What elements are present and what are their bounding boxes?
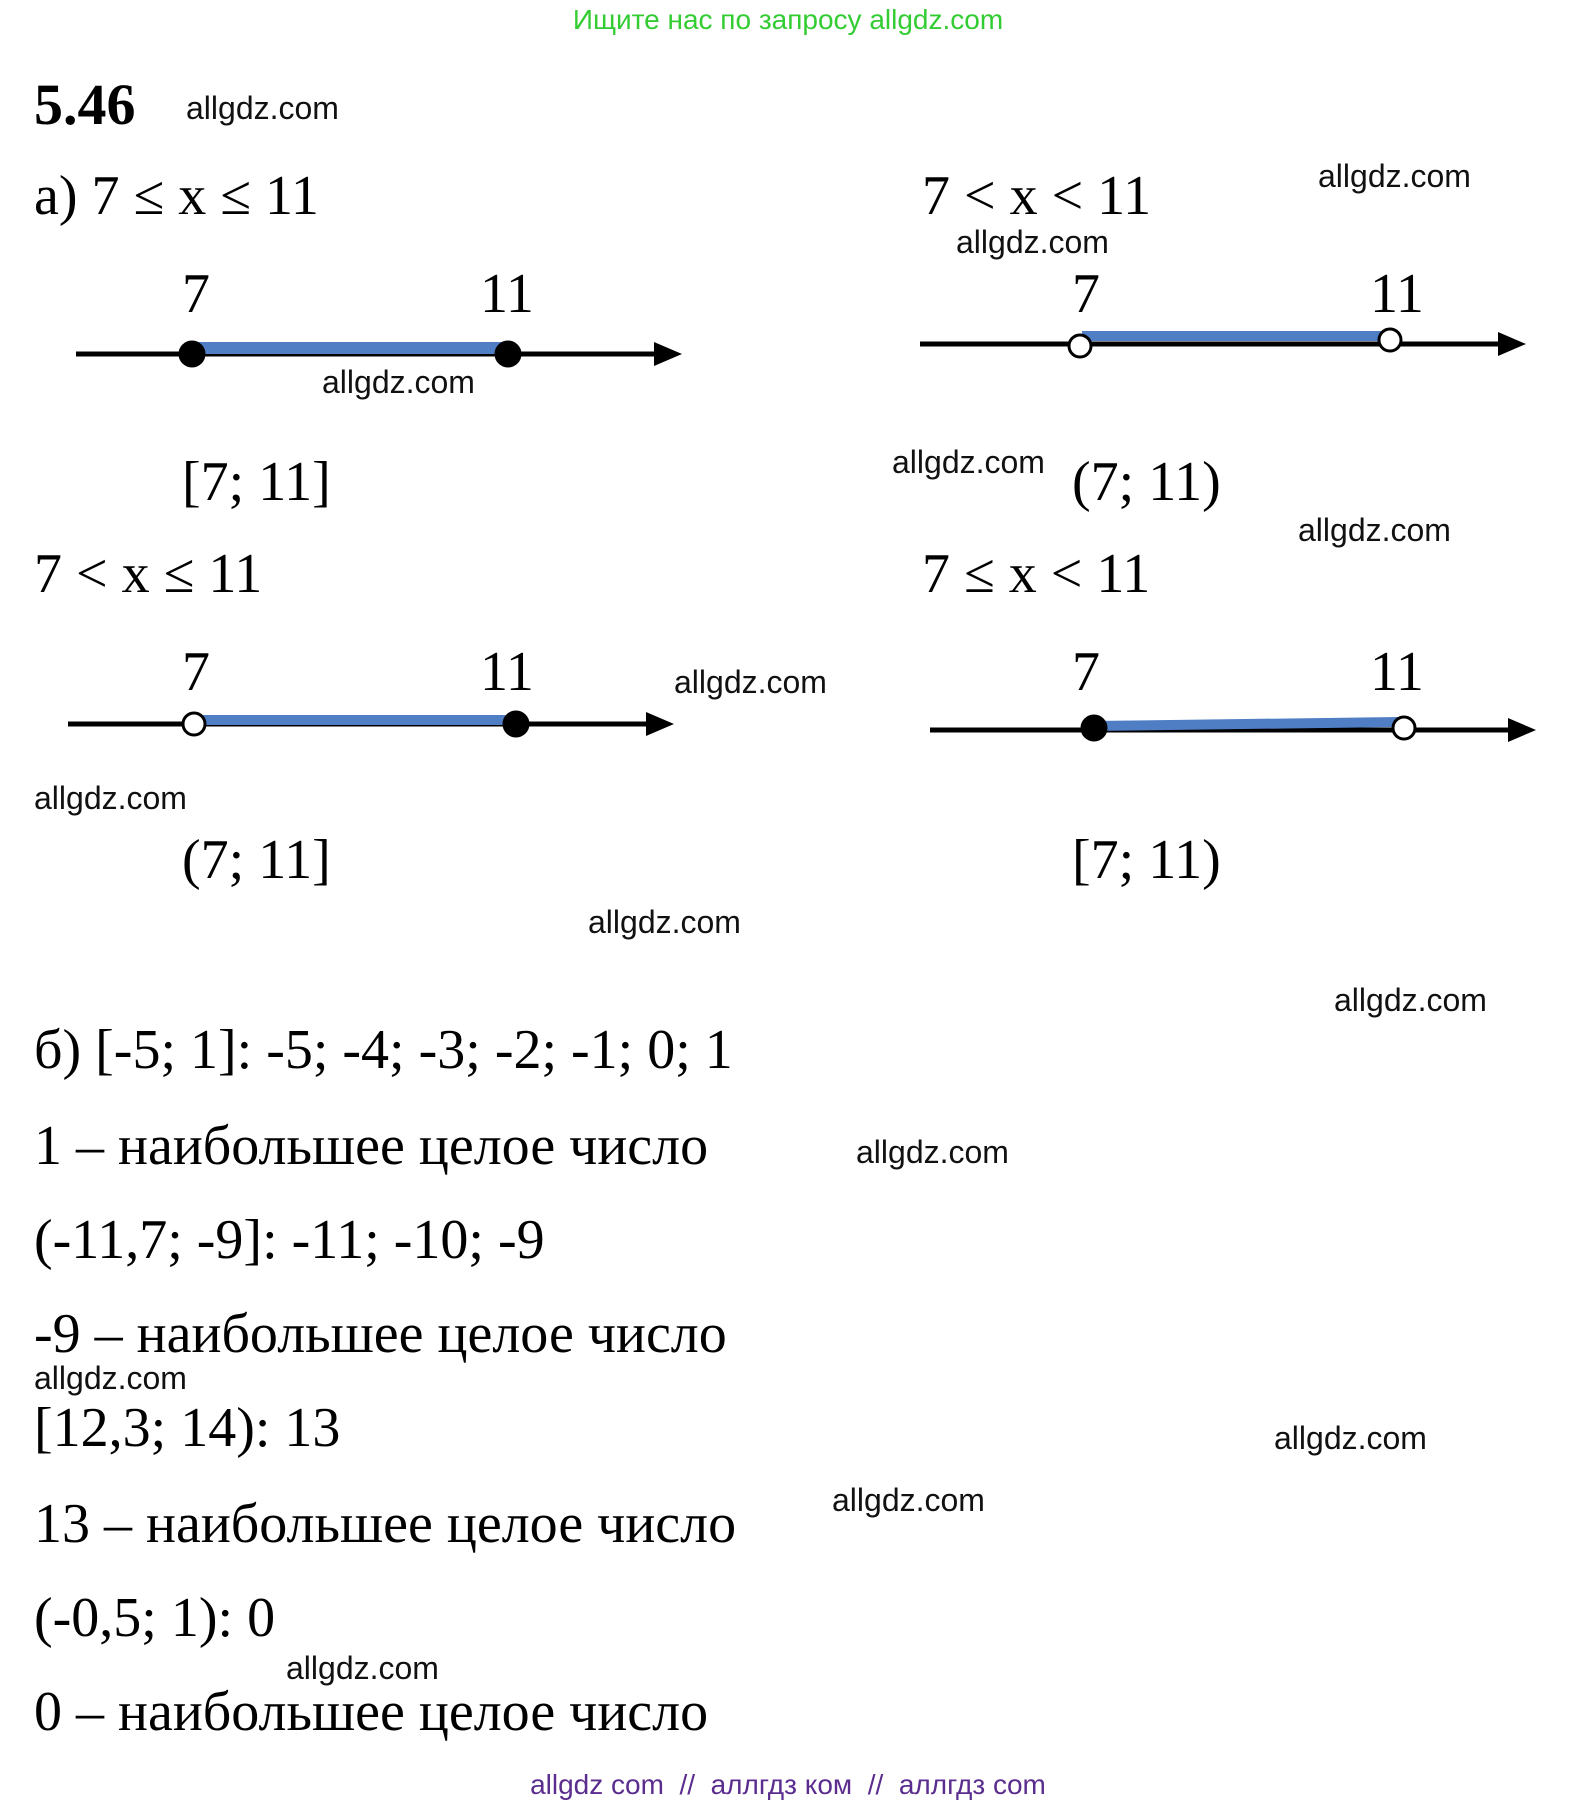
part-b-line-8: 0 – наибольшее целое число xyxy=(34,1681,709,1743)
part-b-line-7: (-0,5; 1): 0 xyxy=(34,1587,276,1649)
case3-answer: (7; 11] xyxy=(182,829,331,891)
watermark: allgdz.com xyxy=(892,444,1045,480)
number-line-case3 xyxy=(66,700,676,750)
case2-left-tick: 7 xyxy=(1072,263,1100,325)
axis-arrow xyxy=(654,342,682,366)
problem-number: 5.46 xyxy=(34,72,136,137)
number-line-case2 xyxy=(918,320,1528,370)
case1-right-tick: 11 xyxy=(480,263,534,325)
watermark: allgdz.com xyxy=(1298,512,1451,548)
case2-right-tick: 11 xyxy=(1370,263,1424,325)
part-a-case4-inequality: 7 ≤ x < 11 xyxy=(922,543,1151,605)
watermark: allgdz.com xyxy=(34,780,187,816)
watermark: allgdz.com xyxy=(1334,982,1487,1018)
left-endpoint-open xyxy=(1069,335,1091,357)
part-b-line-1: б) [-5; 1]: -5; -4; -3; -2; -1; 0; 1 xyxy=(34,1019,733,1081)
axis-arrow xyxy=(646,712,674,736)
watermark: allgdz.com xyxy=(1318,158,1471,194)
part-b-line-4: -9 – наибольшее целое число xyxy=(34,1303,727,1365)
part-a-label: а) xyxy=(34,165,78,227)
case3-right-tick: 11 xyxy=(480,641,534,703)
case4-answer: [7; 11) xyxy=(1072,829,1221,891)
case3-left-tick: 7 xyxy=(182,641,210,703)
case4-left-tick: 7 xyxy=(1072,641,1100,703)
case4-right-tick: 11 xyxy=(1370,641,1424,703)
watermark: allgdz.com xyxy=(322,364,475,400)
right-endpoint-open xyxy=(1379,329,1401,351)
right-endpoint-filled xyxy=(496,342,520,366)
search-banner: Ищите нас по запросу allgdz.com xyxy=(572,4,1004,35)
part-a-case2-inequality: 7 < x < 11 xyxy=(922,165,1152,227)
left-endpoint-open xyxy=(183,713,205,735)
watermark: allgdz.com xyxy=(186,90,339,126)
watermark: allgdz.com xyxy=(588,904,741,940)
case1-answer: [7; 11] xyxy=(182,451,331,513)
left-endpoint-filled xyxy=(180,342,204,366)
watermark: allgdz.com xyxy=(674,664,827,700)
case2-answer: (7; 11) xyxy=(1072,451,1221,513)
part-b-line-5: [12,3; 14): 13 xyxy=(34,1397,341,1459)
part-b-line-6: 13 – наибольшее целое число xyxy=(34,1493,737,1555)
watermark: allgdz.com xyxy=(286,1650,439,1686)
right-endpoint-open xyxy=(1393,717,1415,739)
part-a-case3-inequality: 7 < x ≤ 11 xyxy=(34,543,263,605)
part-b-line-2: 1 – наибольшее целое число xyxy=(34,1115,709,1177)
watermark: allgdz.com xyxy=(34,1360,187,1396)
footer-watermark: allgdz com // аллгдз ком // аллгдз com xyxy=(530,1769,1046,1800)
watermark: allgdz.com xyxy=(956,224,1109,260)
watermark: allgdz.com xyxy=(856,1134,1009,1170)
watermark: allgdz.com xyxy=(832,1482,985,1518)
part-a-case1-inequality: а) 7 ≤ x ≤ 11 xyxy=(34,165,319,227)
number-line-case4 xyxy=(928,704,1538,754)
watermark: allgdz.com xyxy=(1274,1420,1427,1456)
axis-arrow xyxy=(1498,332,1526,356)
axis-arrow xyxy=(1508,718,1536,742)
case1-left-tick: 7 xyxy=(182,263,210,325)
solution-segment xyxy=(1092,722,1400,726)
part-b-line-3: (-11,7; -9]: -11; -10; -9 xyxy=(34,1209,545,1271)
right-endpoint-filled xyxy=(504,712,528,736)
left-endpoint-filled xyxy=(1082,716,1106,740)
